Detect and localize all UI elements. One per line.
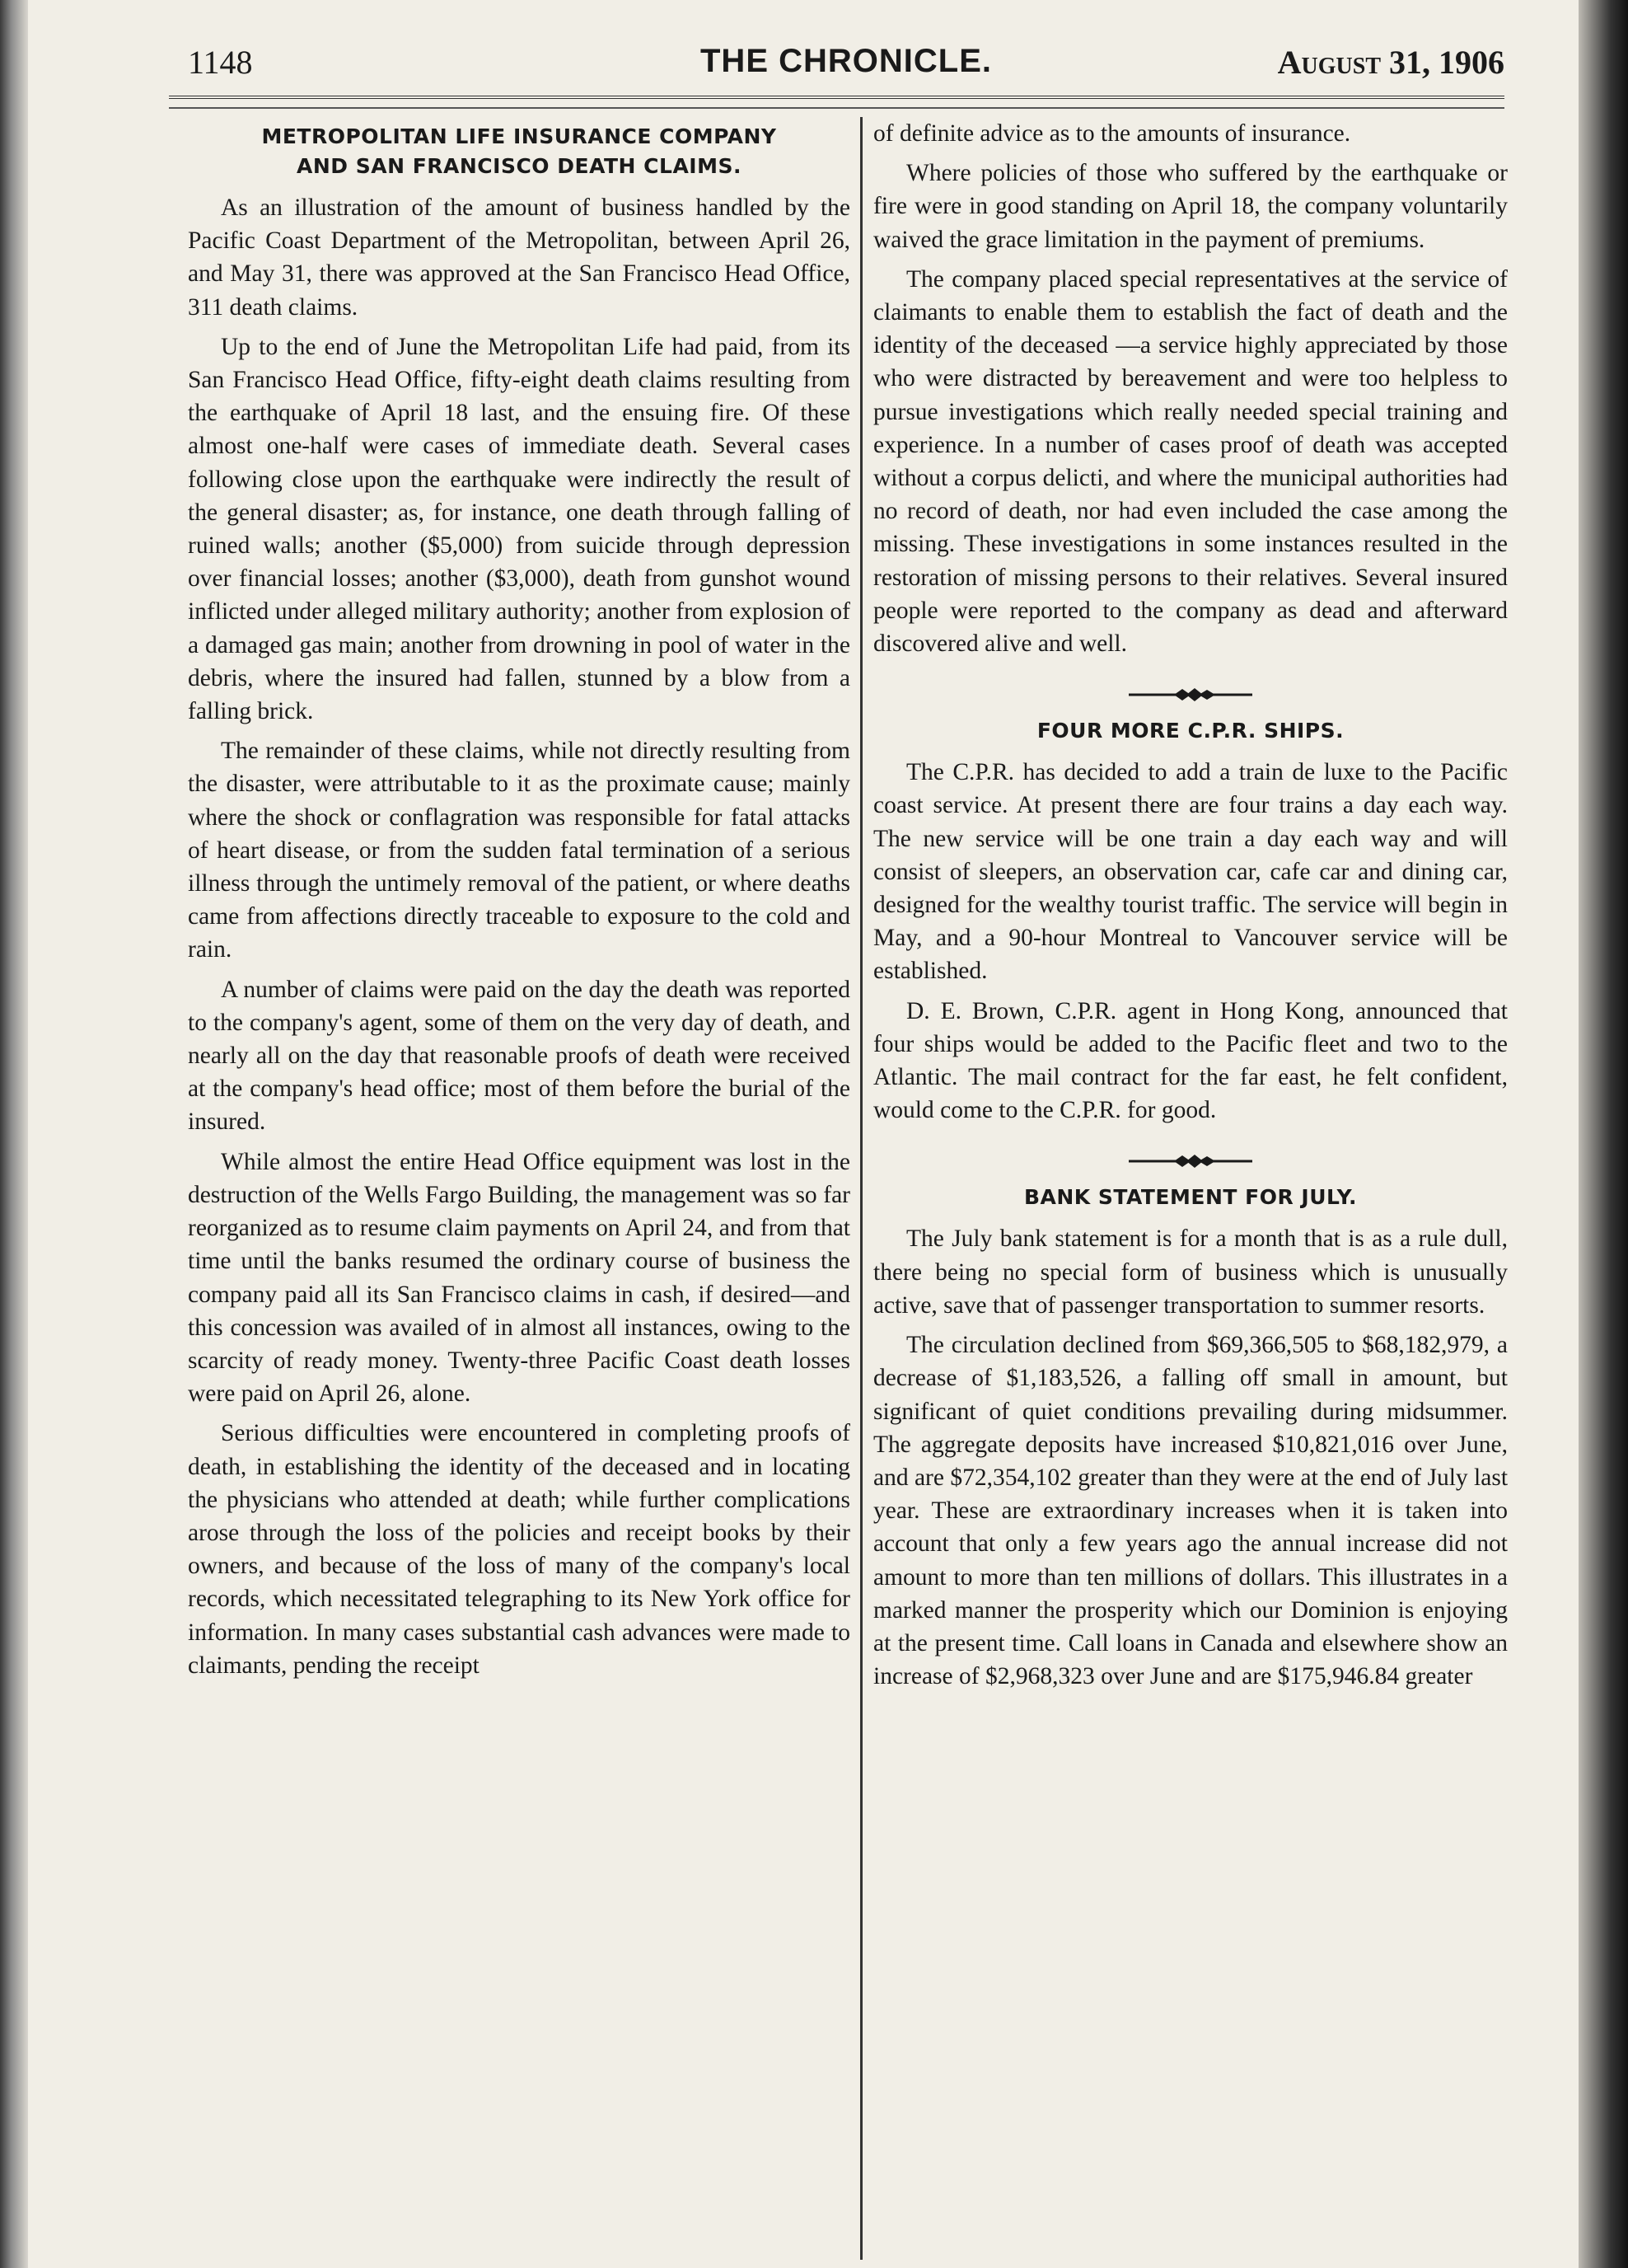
headline-line: AND SAN FRANCISCO DEATH CLAIMS. — [297, 154, 741, 178]
paragraph-continued: of definite advice as to the amounts of insurance. — [873, 120, 1351, 147]
paragraph: D. E. Brown, C.P.R. agent in Hong Kong, announced that four ships would be added to the Pacific fleet and two to the Atlantic. The mail contract for the far east, he felt confident, would come to the C.P.R. for good. — [873, 997, 1508, 1124]
paragraph: The C.P.R. has decided to add a train de luxe to the Pacific coast service. At present there are four trains a day each way. The new service will be one train a day each way and will consist of sleepers, an observation car, cafe car and dining car, designed for the wealthy tourist traffic. The service will begin in May, and a 90-hour Montreal to Vancouver service will be established. — [873, 759, 1508, 985]
left-column — [188, 117, 850, 1689]
issue-date: August 31, 1906 — [1277, 44, 1504, 81]
fleuron-icon — [873, 680, 1508, 705]
headline-line: METROPOLITAN LIFE INSURANCE COMPANY — [261, 124, 777, 148]
publication-title: THE CHRONICLE. — [700, 43, 992, 79]
paragraph: While almost the entire Head Office equipment was lost in the destruction of the Wells Fargo Building, the management was so far reorganized as to resume claim payments on April 24, and from that time until the banks resumed the ordinary course of business the company paid all its San Francisco claims in cash, if desired—and this concession was availed of in almost all instances, owing to the scarcity of ready money. Twenty-three Pacific Coast death losses were paid on April 26, alone. — [188, 1148, 850, 1408]
running-head — [188, 43, 1504, 92]
paragraph: A number of claims were paid on the day the death was reported to the company's agent, some of them on the very day of death, and nearly all on the day that reasonable proofs of death were received at the company's head office; most of them before the burial of the insured. — [188, 976, 850, 1136]
paragraph: The July bank statement is for a month that is as a rule dull, there being no special form of business which is unusually active, save that of passenger transportation to summer resorts. — [873, 1225, 1508, 1319]
paragraph: Serious difficulties were encountered in completing proofs of death, in establishing the identity of the deceased and in locating the physicians who attended at death; while further complications arose through the loss of the policies and receipt books by their owners, and because of the loss of many of the company's local records, which necessitated telegraphing to its New York office for information. In many cases substantial cash advances were made to claimants, pending the receipt — [188, 1420, 850, 1679]
paragraph: Where policies of those who suffered by the earthquake or fire were in good standing on April 18, the company voluntarily waived the grace limitation in the payment of premiums. — [873, 160, 1508, 253]
column-divider — [860, 117, 863, 2260]
article-headline-bank-statement: BANK STATEMENT FOR JULY. — [1023, 1185, 1358, 1210]
page-number: 1148 — [188, 44, 253, 81]
article-headline-cpr-ships: FOUR MORE C.P.R. SHIPS. — [1036, 719, 1345, 743]
scan-edge-left — [0, 0, 28, 2268]
paragraph: The circulation declined from $69,366,505 to $68,182,979, a decrease of $1,183,526, a falling off small in amount, but significant of quiet conditions prevailing during midsummer. The aggregate deposits have increased $10,821,016 over June, and are $72,354,102 greater than they were at the end of July last year. These are extraordinary increases when it is taken into account that only a few years ago the annual increase did not amount to more than ten millions of dollars. This illustrates in a marked manner the prosperity which our Dominion is enjoying at the present time. Call loans in Canada and elsewhere show an increase of $2,968,323 over June and are $175,946.84 greater — [873, 1332, 1509, 1690]
article-headline-metropolitan — [188, 122, 850, 181]
right-column — [873, 117, 1508, 1699]
paragraph: The company placed special representatives at the service of claimants to enable them to establish the fact of death and the identity of the deceased —a service highly appreciated by those who were distracted by bereavement and were too helpless to pursue investigations which really needed special training and experience. In a number of cases proof of death was accepted without a corpus delicti, and where the municipal authorities had no record of death, nor had even included the case among the missing. These investigations in some instances resulted in the restoration of missing persons to their relatives. Several insured people were reported to the company as dead and afterward discovered alive and well. — [873, 265, 1508, 658]
header-rule — [169, 96, 1504, 109]
paragraph: As an illustration of the amount of business handled by the Pacific Coast Department of the Metropolitan, between April 26, and May 31, there was approved at the San Francisco Head Office, 311 death claims. — [188, 194, 850, 321]
paragraph: Up to the end of June the Metropolitan Life had paid, from its San Francisco Head Office, fifty-eight death claims resulting from the earthquake of April 18 last, and the ensuing fire. Of these almost one-half were cases of immediate death. Several cases following close upon the earthquake were indirectly the result of the general disaster; as, for instance, one death through falling of ruined walls; another ($5,000) from suicide through depression over financial losses; another ($3,000), death from gunshot wound inflicted under alleged military authority; another from explosion of a damaged gas main; another from drowning in pool of water in the debris, where the insured had fallen, stunned by a blow from a falling brick. — [188, 333, 850, 725]
paragraph: The remainder of these claims, while not directly resulting from the disaster, were attributable to it as the proximate cause; mainly where the shock or conflagration was responsible for fatal attacks of heart disease, or from the sudden fatal termination of a serious illness through the untimely removal of the patient, or where deaths came from affections directly traceable to exposure to the cold and rain. — [188, 738, 850, 963]
scan-edge-right — [1579, 0, 1628, 2268]
fleuron-icon — [873, 1146, 1508, 1171]
